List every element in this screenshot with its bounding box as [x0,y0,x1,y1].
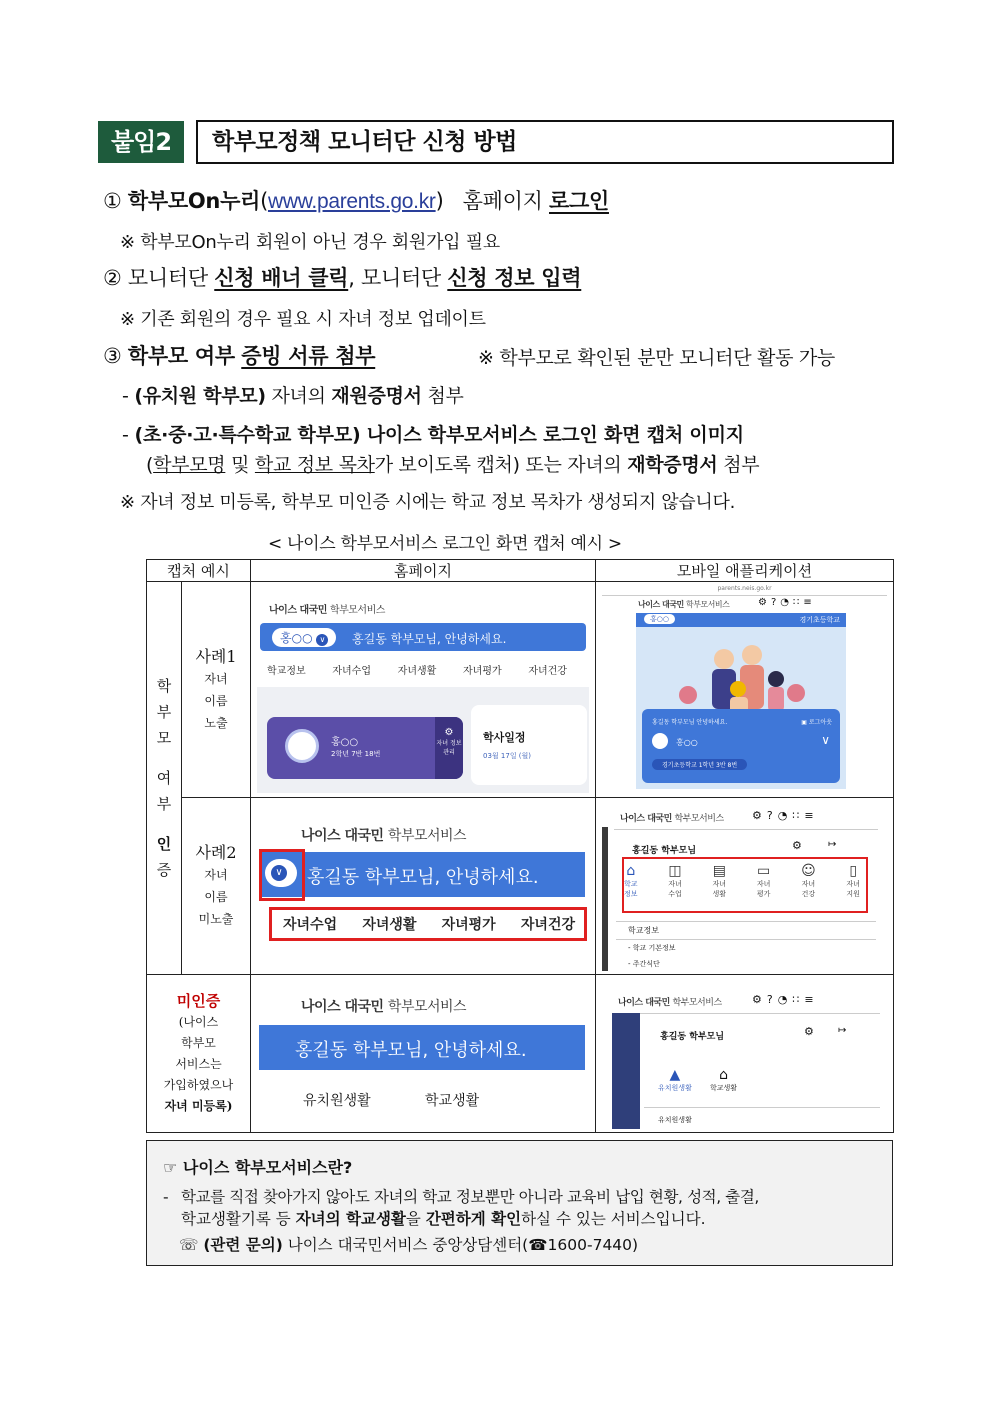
step-3 [103,340,375,370]
step-1-note: ※ 학부모On누리 회원이 아닌 경우 회원가입 필요 [120,232,500,253]
attachment-badge: 붙임2 [98,121,184,163]
step-text: 모니터단 [127,266,208,290]
nav-menu [267,662,567,677]
bullet-doc: 재학증명서 [627,454,718,476]
bullet-text: 자녀의 [271,385,326,407]
menu-kindergarten[interactable] [658,1067,692,1093]
table-row [147,975,894,1133]
highlight-box [259,849,305,901]
info-paragraph [163,1186,876,1230]
nav-item[interactable]: 자녀생활 [362,917,417,933]
avatar [652,733,668,749]
nav-item[interactable]: 자녀평가 [463,665,502,677]
id-card-icon: ▭ [756,863,771,879]
menu-icon[interactable]: ≡ [804,809,819,822]
table-header: 모바일 애플리케이션 [596,560,894,582]
menu-link[interactable]: - 주간식단 [628,960,660,968]
parent-name: 홍길동 학부모님 [632,846,697,856]
greeting-text: 홍길동 학부모님, 안녕하세요. [352,631,507,646]
child-card [267,717,463,779]
label-char [147,751,181,765]
case-line: (나이스 [178,1014,219,1029]
school-icon: ⌂ [719,1066,728,1083]
step-text: , 모니터단 [348,266,441,290]
menu-class[interactable]: ◫ 자녀 수업 [668,863,682,898]
site-name: 학부모On누리 [127,189,261,213]
info-bold: 자녀의 학교생활 [295,1210,406,1228]
case-line: 이름 [204,693,228,708]
mobile-screenshot-3 [602,979,887,1129]
parent-name: 홍길동 학부모님 [660,1031,725,1042]
underlined-text: 학교 정보 목차 [254,454,375,476]
case-3-web-cell [251,975,596,1133]
document-icon: ▯ [849,863,858,879]
case-title: 사례1 [195,646,237,666]
menu-school-life[interactable] [710,1067,737,1093]
chevron-down-icon: ∨ [316,634,328,646]
nav-item[interactable]: 자녀수업 [332,665,371,677]
toolbar-icons [758,597,816,608]
logout-icon[interactable]: ↦ [828,839,837,850]
label-char: 모 [156,729,172,747]
chevron-down-icon[interactable]: ∨ [821,732,831,747]
greeting-text: 홍길동 학부모님, 안녕하세요. [307,867,539,888]
info-text: 학교생활기록 등 [181,1210,291,1228]
label-char: 부 [156,703,172,721]
bullet-text: 첨부 [723,454,760,476]
greeting-text: 홍길동 학부모님, 안녕하세요. [295,1039,527,1061]
case-line: 노출 [204,715,228,730]
info-text: 하실 수 있는 서비스입니다. [521,1210,706,1228]
bullet-text: 가 보이도록 캡처) 또는 자녀의 [374,454,622,476]
menu-label: 학교생활 [710,1083,738,1092]
schedule-card[interactable] [471,705,587,785]
brand-logo: 나이스 대국민 학부모서비스 [638,599,730,609]
grid-icon[interactable]: ∷ [792,992,805,1006]
bullet-kindergarten [122,381,464,408]
book-icon: ◫ [668,863,682,879]
info-heading: ☞ 나이스 학부모서비스란? [163,1158,353,1177]
label-char: 학 [156,677,172,695]
bell-icon[interactable]: ◔ [780,596,794,608]
paren: ) [435,189,444,213]
bullet-school [122,420,744,447]
brand-logo: 나이스 대국민 학부모서비스 [269,604,385,616]
help-icon[interactable]: ? [766,992,778,1006]
toolbar-icons [752,809,819,822]
table-header-row [147,560,894,582]
gear-icon[interactable]: ⚙ [792,839,802,852]
table-row [147,582,894,798]
name-chip[interactable]: 홍○○ ∨ [272,628,336,647]
lock-icon: ▣ [801,718,807,726]
case-2-label [182,798,251,975]
parents-url-link[interactable]: www.parents.go.kr [267,190,436,213]
class-chip: 경기초등학교 1학년 3반 8번 [652,759,747,770]
info-bold: 간편하게 확인 [425,1210,522,1228]
chevron-down-icon: ∨ [271,865,287,881]
menu-icon[interactable]: ≡ [803,596,816,608]
case-line: 이름 [204,890,228,904]
label-char: 여 [156,769,172,787]
nav-item[interactable]: 자녀건강 [520,917,576,933]
nav-item[interactable]: 학교생활 [425,1092,480,1109]
dash: - [122,385,129,407]
case-2-mobile-cell [596,798,894,975]
step-number: ② [103,266,122,290]
mobile-screenshot-2 [602,801,887,971]
card-sub: 2학년 7반 18번 [331,749,381,758]
page-title: 학부모정책 모니터단 신청 방법 [196,120,894,164]
case-1-label [182,582,251,798]
bell-icon[interactable]: ◔ [777,992,793,1006]
menu-grade[interactable]: ▭ 자녀 평가 [756,863,771,898]
menu-link[interactable]: - 학교 기본정보 [628,944,676,952]
logout-icon[interactable]: ↦ [838,1024,847,1036]
menu-life[interactable]: ▤ 자녀 생활 [712,863,727,898]
label-char: 증 [156,861,172,879]
nav-item[interactable]: 학교정보 [267,665,306,677]
capture-example-table [146,559,894,1133]
schedule-title: 학사일정 [483,730,526,744]
child-info-button[interactable] [435,717,463,779]
menu-title: 학교정보 [628,926,659,935]
grid-icon[interactable]: ∷ [793,596,804,608]
table-row [147,798,894,975]
bullet-heading: (유치원 학부모) [134,385,266,407]
profile-greeting: 홍길동 학부모님 안녕하세요. [652,718,728,726]
paren: ( [260,189,268,213]
brand-logo: 나이스 대국민 학부모서비스 [301,828,467,844]
case-line: 자녀 [204,671,228,686]
card-name: 홍○○ [331,736,359,748]
step-number: ③ [103,344,122,368]
phone-icon: ☏ [179,1236,199,1254]
school-name: 경기초등학교 [799,615,841,624]
brand-logo: 나이스 대국민 학부모서비스 [618,997,722,1008]
brand-logo: 나이스 대국민 학부모서비스 [620,814,724,824]
button-label: 관리 [443,748,455,756]
bell-icon[interactable]: ◔ [777,809,793,822]
logout-button[interactable] [801,717,832,726]
nav-item[interactable]: 자녀수업 [283,917,338,933]
case-2-web-cell [251,798,596,975]
label-char: 인 [156,835,172,853]
highlight-box [269,907,587,941]
step-action: 신청 배너 클릭 [214,266,349,290]
case-title: 사례2 [195,843,237,862]
greeting-bar [260,623,586,651]
menu-label: 유치원생활 [658,1083,692,1092]
info-text: 을 [405,1210,421,1228]
brand-logo: 나이스 대국민 학부모서비스 [301,998,467,1015]
bullet-heading: (초·중·고·특수학교 학부모) 나이스 학부모서비스 로그인 화면 캡처 이미지 [134,424,744,446]
menu-school-info[interactable]: ⌂ 학교 정보 [624,863,638,898]
step-action: 신청 정보 입력 [447,266,582,290]
button-label: 자녀 정보 [436,739,462,747]
hero-area [636,613,846,789]
nav-item[interactable]: 유치원생활 [303,1092,371,1109]
case-line: 미노출 [198,912,234,926]
name-chip[interactable]: 홍○○ [644,614,675,624]
case-3-label [147,975,251,1133]
url-bar: parents.neis.go.kr [717,584,772,592]
case-line: 학부모 [181,1035,216,1050]
gear-icon: ⚙ [444,726,454,738]
bullet-school-line2 [146,450,759,477]
table-header: 캡처 예시 [147,560,251,582]
profile-name: 홍○○ [676,737,698,747]
greeting-bar [259,852,585,897]
help-icon[interactable]: ? [766,809,778,822]
nav-item[interactable]: 자녀평가 [441,917,496,933]
gear-icon[interactable]: ⚙ [752,809,767,822]
people-icon: ☺ [801,863,816,879]
avatar [285,729,319,763]
nav-item[interactable]: 자녀건강 [528,665,567,677]
step-text: 홈페이지 [462,189,543,213]
dash: - [163,1188,169,1206]
logout-label: 로그아웃 [808,718,833,726]
gear-icon[interactable]: ⚙ [804,1024,814,1038]
label-char [147,817,181,831]
web-screenshot-1 [257,587,589,793]
bullet-text: 및 [231,454,250,476]
web-screenshot-2 [257,801,589,971]
contact-text: 나이스 대국민서비스 중앙상담센터(☎1600-7440) [287,1236,639,1254]
step-1 [103,185,609,215]
case-1-web-cell [251,582,596,798]
school-bar [636,613,846,627]
step-action: 로그인 [549,189,609,213]
step-2 [103,262,581,292]
dash: - [122,424,129,446]
info-box [146,1140,893,1266]
notebook-icon: ▤ [712,863,726,879]
shapes-icon: ▲ [669,1066,681,1083]
gear-icon[interactable]: ⚙ [752,992,767,1006]
group-label-parent-auth [147,582,182,975]
table-caption: < 나이스 학부모서비스 로그인 화면 캡처 예시 > [268,534,622,554]
case-title: 미인증 [176,991,221,1010]
greeting-bar [259,1025,585,1070]
case-line: 자녀 미등록) [164,1098,233,1113]
step-2-note: ※ 기존 회원의 경우 필요 시 자녀 정보 업데이트 [120,309,486,330]
table-header: 홈페이지 [251,560,596,582]
gear-icon[interactable]: ⚙ [758,596,771,608]
warning-note: ※ 자녀 정보 미등록, 학부모 미인증 시에는 학교 정보 목차가 생성되지 않습니다. [120,492,735,513]
info-line: 학교를 직접 찾아가지 않아도 자녀의 학교 정보뿐만 아니라 교육비 납입 현황, 성적, 출결, [181,1188,759,1206]
step-3-note: ※ 학부모로 확인된 분만 모니터단 활동 가능 [478,347,835,369]
case-3-mobile-cell [596,975,894,1133]
help-icon[interactable]: ? [770,596,781,608]
toolbar-icons [752,993,819,1006]
mobile-screenshot-1 [602,585,887,795]
step-number: ① [103,189,122,213]
case-line: 가입하였으나 [163,1077,234,1092]
contact-label: (관련 문의) [203,1236,283,1254]
highlight-box [622,857,868,913]
info-line [181,1208,759,1230]
web-screenshot-3 [257,979,589,1129]
contact-line [163,1234,876,1256]
grid-icon[interactable]: ∷ [792,809,805,822]
menu-health[interactable]: ☺ 자녀 건강 [801,863,816,898]
paren: ( [146,454,154,476]
case-line: 서비스는 [175,1056,222,1071]
menu-icon[interactable]: ≡ [804,992,819,1006]
school-icon: ⌂ [626,863,636,879]
menu-support[interactable]: ▯ 자녀 지원 [846,863,860,898]
case-line: 자녀 [204,868,228,882]
step-text: 학부모 여부 [127,344,235,368]
underlined-text: 학부모명 [153,454,226,476]
step-action: 증빙 서류 첨부 [241,344,376,368]
nav-item[interactable]: 자녀생활 [397,665,437,677]
bullet-text: 첨부 [427,385,464,407]
case-1-mobile-cell [596,582,894,798]
menu-title: 유치원생활 [658,1115,692,1124]
bullet-doc: 재원증명서 [331,385,422,407]
schedule-date: 03월 17일 (월) [483,751,532,760]
profile-card [642,709,840,783]
label-char: 부 [156,795,172,813]
